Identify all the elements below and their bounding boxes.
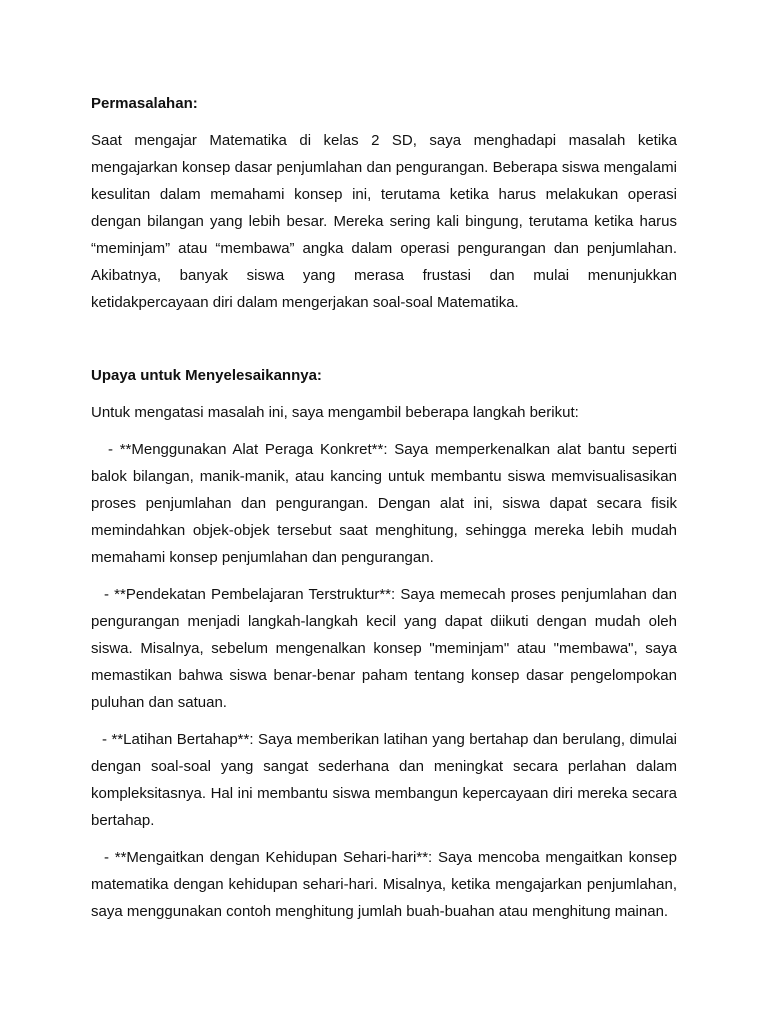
document-body — [91, 90, 677, 935]
solution-item-structured-approach: - **Pendekatan Pembelajaran Terstruktur**: Saya memecah proses penjumlahan dan pengurangan menjadi langkah-langkah kecil yang dapat diikuti dengan mudah oleh siswa. Misalnya, sebelum mengenalkan konsep "meminjam" atau "membawa", saya memastikan bahwa siswa benar-benar paham tentang konsep dasar pengelompokan puluhan dan satuan. — [91, 586, 677, 711]
solution-item-gradual-practice: - **Latihan Bertahap**: Saya memberikan latihan yang bertahap dan berulang, dimulai dengan soal-soal yang sangat sederhana dan meningkat secara perlahan dalam kompleksitasnya. Hal ini membantu siswa membangun kepercayaan diri mereka secara bertahap. — [91, 731, 677, 829]
heading-problem: Permasalahan: — [91, 95, 198, 112]
problem-paragraph: Saat mengajar Matematika di kelas 2 SD, saya menghadapi masalah ketika mengajarkan konsep dasar penjumlahan dan pengurangan. Beberapa siswa mengalami kesulitan dalam memahami konsep ini, terutama ketika harus melakukan operasi dengan bilangan yang lebih besar. Mereka sering kali bingung, terutama ketika harus “meminjam” atau “membawa” angka dalam operasi pengurangan dan penjumlahan. Akibatnya, banyak siswa yang merasa frustasi dan mulai menunjukkan ketidakpercayaan diri dalam mengerjakan soal-soal Matematika. — [91, 132, 677, 311]
heading-solution: Upaya untuk Menyelesaikannya: — [91, 367, 322, 384]
solution-item-concrete-tools: - **Menggunakan Alat Peraga Konkret**: Saya memperkenalkan alat bantu seperti balok bilangan, manik-manik, atau kancing untuk membantu siswa memvisualisasikan proses penjumlahan dan pengurangan. Dengan alat ini, siswa dapat secara fisik memindahkan objek-objek tersebut saat menghitung, sehingga mereka lebih mudah memahami konsep penjumlahan dan pengurangan. — [91, 441, 677, 566]
solution-intro: Untuk mengatasi masalah ini, saya mengambil beberapa langkah berikut: — [91, 404, 579, 421]
solution-item-daily-life: - **Mengaitkan dengan Kehidupan Sehari-hari**: Saya mencoba mengaitkan konsep matematika dengan kehidupan sehari-hari. Misalnya, ketika mengajarkan penjumlahan, saya menggunakan contoh menghitung jumlah buah-buahan atau menghitung mainan. — [91, 849, 677, 920]
